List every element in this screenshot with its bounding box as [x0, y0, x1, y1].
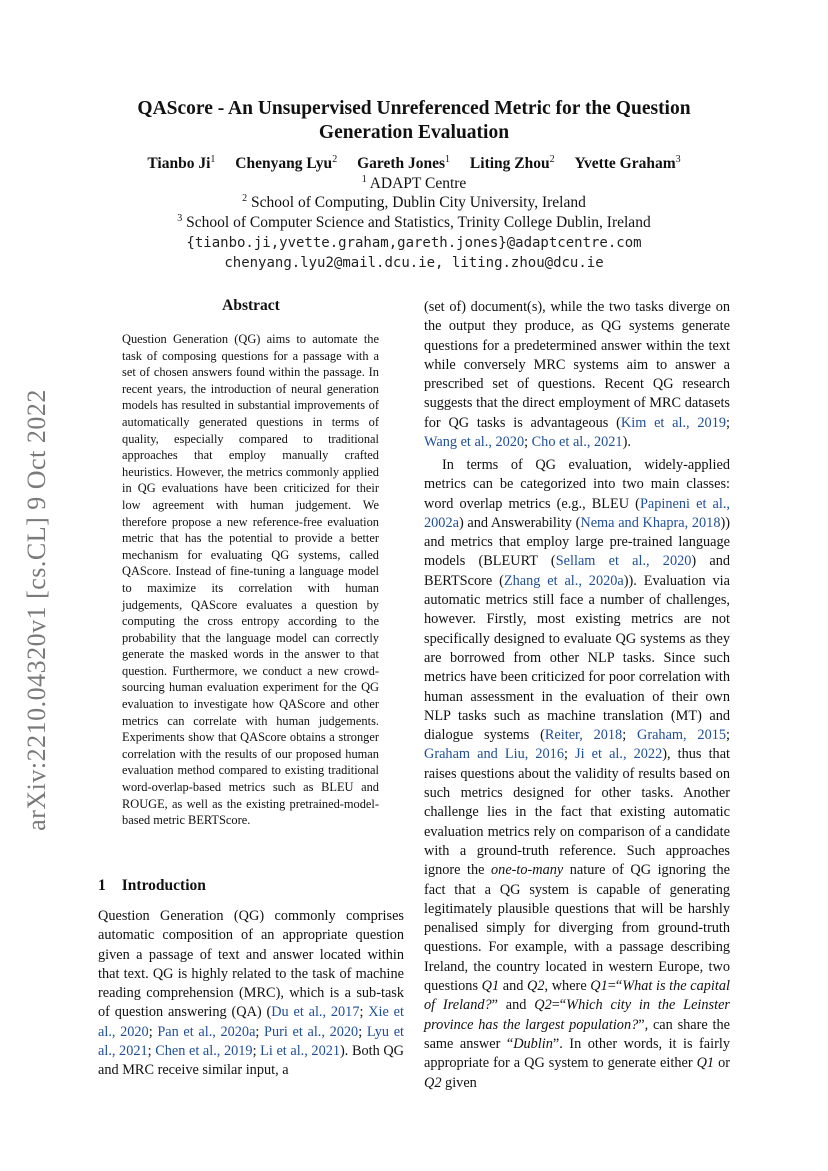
introduction-paragraph-1 — [98, 907, 404, 1081]
emphasized-text: Q2 — [534, 997, 552, 1014]
text-run: ; — [563, 746, 576, 763]
text-run: given — [441, 1074, 477, 1091]
emphasized-text: one-to-many — [491, 862, 564, 879]
arxiv-sidebar-stamp — [12, 375, 62, 845]
text-run: ) and Answerability ( — [458, 514, 581, 531]
text-run: ) and BERTScore ( — [424, 553, 730, 589]
section-heading-introduction — [98, 877, 206, 895]
text-run: ” and — [491, 997, 535, 1014]
text-run: , where — [544, 978, 591, 995]
section-title: Introduction — [121, 877, 206, 894]
citation-link[interactable]: Chen et al., 2019 — [155, 1043, 253, 1060]
text-run: In terms of QG evaluation, widely-applied metrics can be categorized into two main classes: word overlap metrics (e.g., BLEU ( — [424, 457, 730, 512]
text-run: ; — [255, 1023, 265, 1040]
title-line-1: QAScore - An Unsupervised Unreferenced Metric for the Question — [137, 98, 691, 119]
text-run: ; — [359, 1004, 369, 1021]
emphasized-text: Which city in the Leinster province has the largest population? — [424, 997, 730, 1033]
text-run: ”, can share the same answer “ — [424, 1016, 730, 1052]
emphasized-text: Q2 — [527, 978, 545, 995]
citation-link[interactable]: Graham, 2015 — [637, 727, 727, 744]
text-run: ; — [148, 1023, 158, 1040]
text-run: ; — [726, 727, 731, 744]
citation-link[interactable]: Nema and Khapra, 2018 — [580, 514, 721, 531]
citation-link[interactable]: Pan et al., 2020a — [157, 1023, 256, 1040]
abstract-text: Question Generation (QG) aims to automate the task of composing questions for a passage with a set of chosen answers found within the passage. In recent years, the introduction of neural generation models has resulted in substantial improvements of automatically generated questions in terms of quality, especially compared to traditional approaches that employ manually crafted heuristics. However, the metrics commonly applied in QG evaluations have been criticized for their low agreement with human judgement. We therefore propose a new reference-free evaluation metric that has the potential to provide a better mechanism for evaluating QG systems, called QAScore. Instead of fine-tuning a language model to maximize its correlation with human judgements, QAScore evaluates a question by computing the cross entropy according to the probability that the language model can correctly generate the masked words in the answer to that question. Furthermore, we conduct a new crowd-sourcing human evaluation experiment for the QG evaluation to investigate how QAScore and other metrics can correlate with human judgements. Experiments show that QAScore obtains a stronger correlation with the results of our proposed human evaluation method compared to existing traditional word-overlap-based metrics such as BLEU and ROUGE, as well as the existing pretrained-model-based metric BERTScore. — [122, 332, 379, 828]
citation-link[interactable]: Ji et al., 2022 — [575, 746, 663, 763]
author: Liting Zhou$^2$ — [469, 154, 555, 172]
citation-link[interactable]: Papineni et al., 2002a — [424, 495, 730, 531]
paper-title — [98, 97, 730, 145]
text-run: Question Generation (QG) commonly comprises automatic composition of an appropriate question given a passage of text and answer located within that text. QG is highly related to the task of machine reading comprehension (MRC), which is a sub-task of question answering (QA) ( — [98, 908, 404, 1021]
text-run: and — [499, 978, 528, 995]
emphasized-text: Q1 — [590, 978, 608, 995]
text-run: ; — [524, 434, 532, 451]
text-run: ; — [622, 727, 637, 744]
emphasized-text: Q1 — [481, 978, 500, 995]
emphasized-text: Q2 — [424, 1074, 442, 1091]
text-run: nature of QG ignoring the fact that a QG system is capable of generating legitimately plausible questions that will be harshly penalised simply for diverging from ground-truth questions. For example, with a passage describing Ireland, the country located in western Europe, two questions — [424, 862, 731, 995]
arxiv-id: arXiv:2210.04320v1 [cs.CL] 9 Oct 2022 — [22, 389, 51, 831]
text-run: =“ — [607, 978, 623, 995]
text-run: =“ — [551, 997, 567, 1014]
emphasized-text: What is the capital of Ireland? — [424, 978, 730, 1014]
right-column-paragraph-1 — [424, 298, 730, 452]
author-emails-2: chenyang.lyu2@mail.dcu.ie, liting.zhou@dcu.ie — [224, 255, 604, 271]
citation-link[interactable]: Graham and Liu, 2016 — [424, 746, 564, 763]
citation-link[interactable]: Kim et al., 2019 — [620, 414, 727, 431]
text-run: ”. In other words, it is fairly appropriate for a QG system to generate either — [424, 1035, 730, 1072]
text-run: )). Evaluation via automatic metrics still face a number of challenges, however. Firstly, most existing metrics are not specifically designed to evaluate QG systems as they are borrowed from other NLP tasks. Since such metrics have been criticized for poor correlation with human assessment in the evaluation of their own NLP tasks such as machine translation (MT) and dialogue systems ( — [424, 572, 730, 744]
emphasized-text: Dublin — [513, 1035, 553, 1052]
text-run: ; — [252, 1043, 261, 1060]
citation-link[interactable]: Li et al., 2021 — [260, 1043, 341, 1060]
text-run: ; — [726, 414, 730, 431]
emphasized-text: Q1 — [696, 1055, 715, 1072]
abstract-heading: Abstract — [222, 297, 280, 314]
text-run: )) and metrics that employ large pre-trained language models (BLEURT ( — [424, 514, 730, 570]
text-run: ; — [358, 1023, 367, 1040]
citation-link[interactable]: Du et al., 2017 — [271, 1004, 360, 1021]
text-run: (set of) document(s), while the two tasks diverge on the output they produce, as QG systems generate questions for a predetermined answer within the text while conversely MRC systems aim to answer a prescribed set of questions. Recent QG research suggests that the direct employment of MRC datasets for QG tasks is advantageous ( — [424, 299, 730, 431]
citation-link[interactable]: Cho et al., 2021 — [531, 434, 623, 451]
text-run: ). Both QG and MRC receive similar input, a — [98, 1043, 405, 1079]
citation-link[interactable]: Sellam et al., 2020 — [555, 553, 692, 570]
author-emails-1: {tianbo.ji,yvette.graham,gareth.jones}@adaptcentre.com — [186, 235, 642, 251]
affiliation-2: $^2$ School of Computing, Dublin City University, Ireland — [242, 193, 586, 211]
author-list — [98, 154, 730, 174]
text-run: or — [714, 1055, 730, 1072]
citation-link[interactable]: Lyu et al., 2021 — [98, 1023, 405, 1060]
author: Chenyang Lyu$^2$ — [235, 154, 338, 172]
citation-link[interactable]: Wang et al., 2020 — [424, 434, 525, 451]
author: Tianbo Ji$^1$ — [147, 154, 216, 172]
text-run: ). — [622, 434, 631, 451]
text-run: ; — [147, 1043, 156, 1060]
author: Yvette Graham$^3$ — [574, 154, 681, 172]
right-column-paragraph-2 — [424, 456, 730, 1093]
citation-link[interactable]: Zhang et al., 2020a — [503, 572, 624, 589]
author: Gareth Jones$^1$ — [357, 154, 451, 172]
citation-link[interactable]: Reiter, 2018 — [544, 727, 623, 744]
affiliation-3: $^3$ School of Computer Science and Statistics, Trinity College Dublin, Ireland — [177, 213, 651, 231]
citation-link[interactable]: Xie et al., 2020 — [98, 1004, 404, 1040]
text-run: ), thus that raises questions about the validity of results based on such metrics designed for other tasks. Another challenge lies in the fact that existing automatic evaluation metrics rely on comparison of a candidate with a ground-truth reference. Such approaches ignore the — [424, 746, 731, 879]
affiliation-1: $^1$ ADAPT Centre — [361, 174, 467, 192]
citation-link[interactable]: Puri et al., 2020 — [264, 1023, 359, 1040]
section-number: 1 — [98, 877, 106, 894]
title-line-2: Generation Evaluation — [318, 122, 510, 143]
